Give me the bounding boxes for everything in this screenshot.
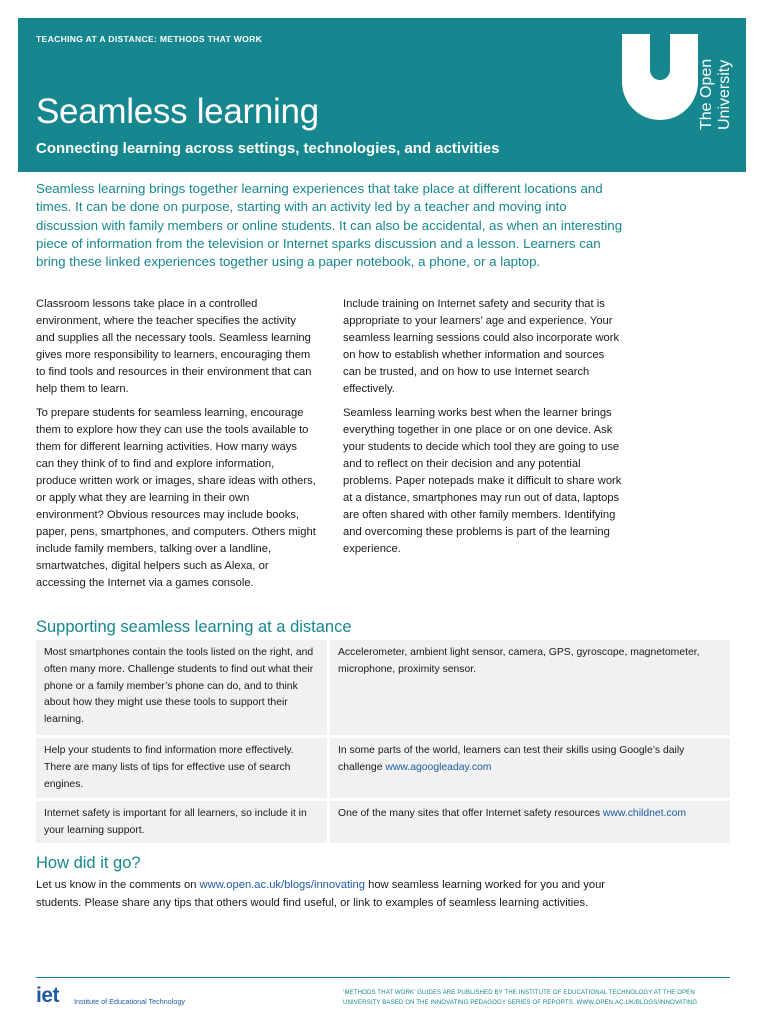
feedback-text-before: Let us know in the comments on	[36, 879, 200, 891]
intro-paragraph: Seamless learning brings together learning experiences that take place at different locations and times. It can be done on purpose, starting with an activity led by a teacher and moving into discussion with family members or online students. It can also be accidental, as when an interesting piece of information from the television or Internet sparks discussion and a lesson. Learners can bring these linked experiences together using a paper notebook, a phone, or a laptop.	[36, 181, 623, 270]
agoogleaday-link[interactable]: www.agoogleaday.com	[385, 761, 492, 773]
logo-line-2: University	[716, 59, 733, 130]
left-column	[36, 296, 316, 599]
table-cell-tip: Help your students to find information more effectively. There are many lists of tips for effective use of search engines.	[36, 738, 327, 798]
section-heading-supporting: Supporting seamless learning at a distance	[36, 618, 352, 636]
table-cell-resource	[330, 801, 730, 843]
feedback-text-after: how seamless learning worked for you and your students. Please share any tips that others would find useful, or link to examples of seamless learning activities.	[36, 879, 606, 909]
logo-line-1: The Open	[698, 58, 715, 130]
left-paragraph-2: To prepare students for seamless learning, encourage them to explore how they can use the tools available to them for different learning activities. How many ways can they think of to find and explore information, produce written work or images, share ideas with others, or apply what they are learning in their own environment? Obvious resources may include books, paper, pens, smartphones, and computers. Others might include family members, talking over a landline, smartwatches, digital helpers such as Alexa, or accessing the Internet via a games console.	[36, 407, 316, 589]
childnet-link[interactable]: www.childnet.com	[602, 808, 687, 819]
table-cell-resource	[330, 738, 730, 798]
table-cell-tip: Most smartphones contain the tools listed on the right, and often many more. Challenge students to find out what their phone or a family member’s phone can do, and to think about how they might use these tools to support their learning.	[36, 640, 327, 735]
table-cell-tip: Internet safety is important for all learners, so include it in your learning support.	[36, 801, 327, 843]
page-title: Seamless learning	[36, 92, 319, 131]
open-university-shield-icon	[620, 32, 700, 122]
open-university-wordmark	[694, 38, 740, 138]
page-subtitle: Connecting learning across settings, technologies, and activities	[36, 140, 500, 157]
series-kicker: TEACHING AT A DISTANCE: METHODS THAT WORK	[36, 34, 263, 44]
resource-text: One of the many sites that offer Internet safety resources	[338, 808, 603, 819]
footer-note: ‘METHODS THAT WORK’ GUIDES ARE PUBLISHED BY THE INSTITUTE OF EDUCATIONAL TECHNOLOGY AT THE OPEN UNIVERSITY BASED ON THE INNOVATING PEDAGOGY SERIES OF REPORTS. WWW.OPEN.AC.UK/BLOGS/INNOVATING	[343, 989, 698, 1006]
right-column	[343, 296, 623, 566]
table-cell-resource	[330, 640, 730, 735]
iet-logo-icon: iet	[36, 984, 60, 1007]
iet-name: Institute of Educational Technology	[74, 997, 185, 1006]
tips-table	[36, 640, 730, 846]
right-paragraph-1: Include training on Internet safety and security that is appropriate to your learners’ age and experience. Your seamless learning sessions could also incorporate work on how to establish whether information and sources can be trusted, and on how to use Internet search effectively.	[343, 298, 620, 395]
resource-text: In some parts of the world, learners can test their skills using Google’s daily challenge	[338, 745, 685, 773]
left-paragraph-1: Classroom lessons take place in a controlled environment, where the teacher specifies the activity and supplies all the necessary tools. Seamless learning gives more responsibility to learners, encouraging them to find tools and resources in their environment that can help them to learn.	[36, 298, 312, 395]
feedback-paragraph	[36, 876, 616, 912]
header-banner	[18, 18, 746, 172]
right-paragraph-2: Seamless learning works best when the learner brings everything together in one place or on one device. Ask your students to decide which tool they are going to use and to reflect on their decision and any potential problems. Paper notepads make it difficult to share work at a distance, smartphones may run out of data, laptops are often shared with other family members. Identifying and overcoming these problems is part of the learning experience.	[343, 407, 622, 555]
resource-text: Accelerometer, ambient light sensor, camera, GPS, gyroscope, magnetometer, microphone, proximity sensor.	[338, 647, 700, 675]
section-heading-how-did-it-go: How did it go?	[36, 854, 141, 872]
footer-divider	[36, 977, 730, 978]
table-row	[36, 640, 730, 735]
table-row	[36, 738, 730, 798]
table-row	[36, 801, 730, 843]
blog-link[interactable]: www.open.ac.uk/blogs/innovating	[199, 879, 365, 891]
